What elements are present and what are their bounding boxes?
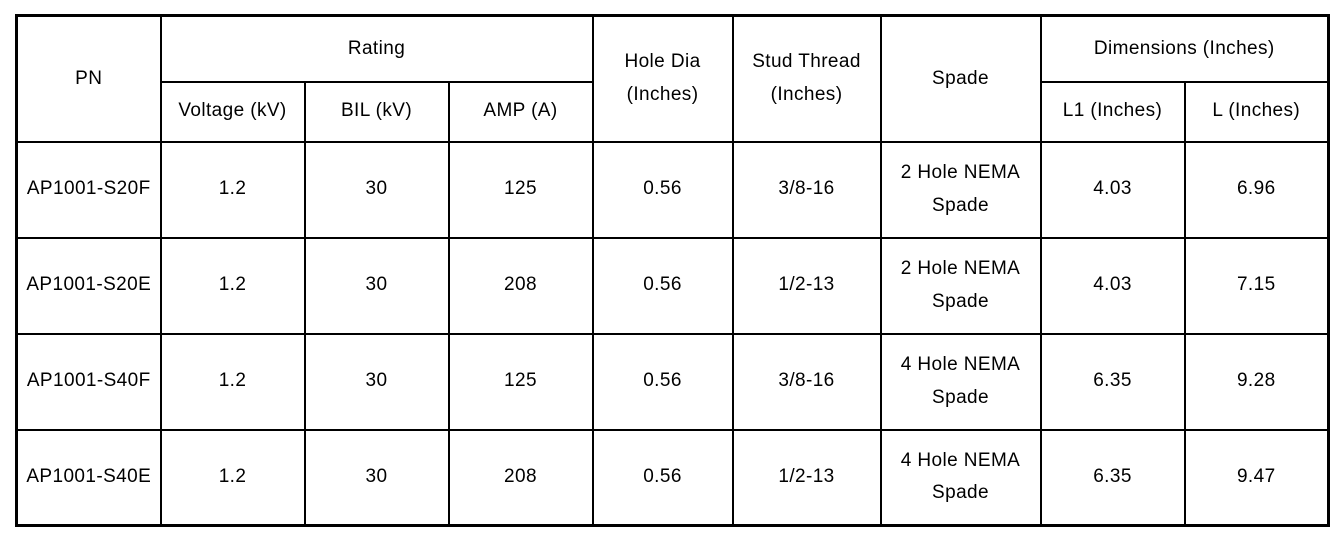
table-row (17, 334, 1329, 430)
cell-l1: 6.35 (1041, 430, 1185, 526)
cell-bil: 30 (305, 238, 449, 334)
table-row (17, 430, 1329, 526)
cell-pn: AP1001-S40F (17, 334, 161, 430)
cell-stud-thread: 1/2-13 (733, 238, 881, 334)
cell-l: 6.96 (1185, 142, 1329, 238)
cell-bil: 30 (305, 430, 449, 526)
cell-spade: 2 Hole NEMA Spade (881, 142, 1041, 238)
cell-stud-thread: 3/8-16 (733, 142, 881, 238)
header-voltage: Voltage (kV) (161, 82, 305, 142)
cell-amp: 208 (449, 238, 593, 334)
header-dimensions-group: Dimensions (Inches) (1041, 16, 1329, 82)
cell-pn: AP1001-S40E (17, 430, 161, 526)
header-stud-thread: Stud Thread (Inches) (733, 16, 881, 142)
cell-l1: 4.03 (1041, 142, 1185, 238)
cell-l: 9.28 (1185, 334, 1329, 430)
cell-hole-dia: 0.56 (593, 334, 733, 430)
cell-spade: 2 Hole NEMA Spade (881, 238, 1041, 334)
cell-bil: 30 (305, 142, 449, 238)
cell-stud-thread: 3/8-16 (733, 334, 881, 430)
header-amp: AMP (A) (449, 82, 593, 142)
cell-pn: AP1001-S20E (17, 238, 161, 334)
cell-voltage: 1.2 (161, 142, 305, 238)
cell-hole-dia: 0.56 (593, 430, 733, 526)
cell-l1: 6.35 (1041, 334, 1185, 430)
cell-l: 9.47 (1185, 430, 1329, 526)
cell-amp: 125 (449, 334, 593, 430)
cell-amp: 208 (449, 430, 593, 526)
header-rating-group: Rating (161, 16, 593, 82)
cell-l1: 4.03 (1041, 238, 1185, 334)
cell-amp: 125 (449, 142, 593, 238)
cell-hole-dia: 0.56 (593, 238, 733, 334)
header-l: L (Inches) (1185, 82, 1329, 142)
cell-l: 7.15 (1185, 238, 1329, 334)
cell-stud-thread: 1/2-13 (733, 430, 881, 526)
cell-voltage: 1.2 (161, 334, 305, 430)
header-pn: PN (17, 16, 161, 142)
header-spade: Spade (881, 16, 1041, 142)
cell-spade: 4 Hole NEMA Spade (881, 430, 1041, 526)
header-hole-dia: Hole Dia (Inches) (593, 16, 733, 142)
header-bil: BIL (kV) (305, 82, 449, 142)
cell-voltage: 1.2 (161, 430, 305, 526)
header-row-top (17, 16, 1329, 82)
table-row (17, 238, 1329, 334)
header-l1: L1 (Inches) (1041, 82, 1185, 142)
cell-spade: 4 Hole NEMA Spade (881, 334, 1041, 430)
cell-voltage: 1.2 (161, 238, 305, 334)
cell-pn: AP1001-S20F (17, 142, 161, 238)
cell-hole-dia: 0.56 (593, 142, 733, 238)
table-row (17, 142, 1329, 238)
product-spec-table (15, 14, 1330, 527)
cell-bil: 30 (305, 334, 449, 430)
